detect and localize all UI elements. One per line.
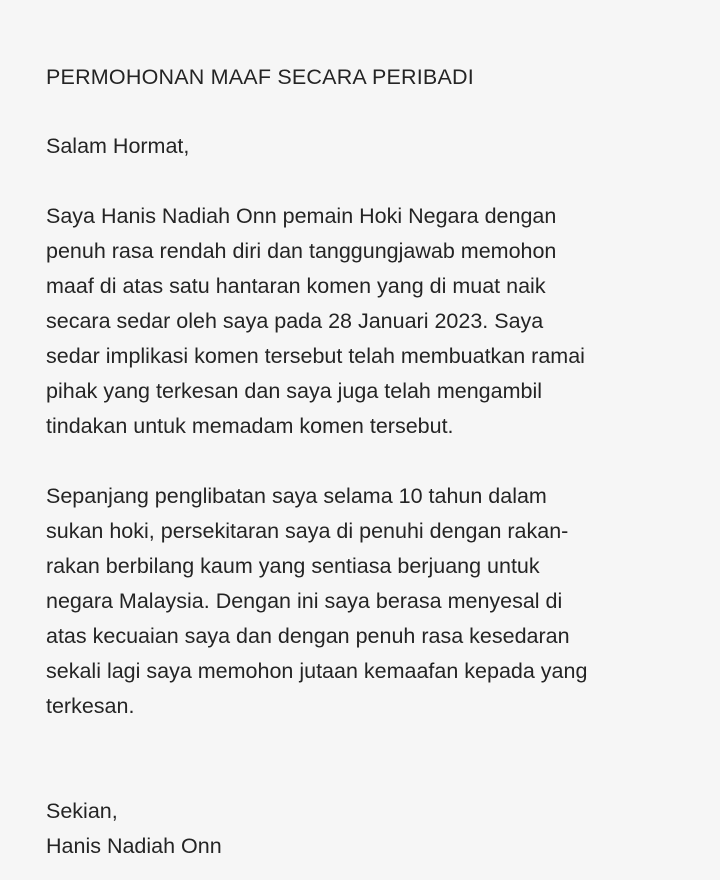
- paragraph-line: sekali lagi saya memohon jutaan kemaafan kepada yang: [46, 659, 588, 683]
- paragraph-line: sukan hoki, persekitaran saya di penuhi dengan rakan-: [46, 519, 569, 543]
- paragraph-line: atas kecuaian saya dan dengan penuh rasa kesedaran: [46, 624, 570, 648]
- paragraph-line: maaf di atas satu hantaran komen yang di muat naik: [46, 274, 546, 298]
- letter-title: PERMOHONAN MAAF SECARA PERIBADI: [46, 65, 474, 89]
- letter-closing: Sekian,: [46, 799, 118, 823]
- paragraph-line: rakan berbilang kaum yang sentiasa berjuang untuk: [46, 554, 540, 578]
- paragraph-line: secara sedar oleh saya pada 28 Januari 2023. Saya: [46, 309, 544, 333]
- letter-greeting: Salam Hormat,: [46, 134, 190, 158]
- paragraph-line: Sepanjang penglibatan saya selama 10 tahun dalam: [46, 484, 547, 508]
- letter-paragraph-2: [46, 479, 680, 724]
- signature-name: Hanis Nadiah Onn: [46, 834, 222, 858]
- paragraph-line: penuh rasa rendah diri dan tanggungjawab memohon: [46, 239, 557, 263]
- paragraph-line: pihak yang terkesan dan saya juga telah mengambil: [46, 379, 543, 403]
- paragraph-line: negara Malaysia. Dengan ini saya berasa menyesal di: [46, 589, 563, 613]
- paragraph-line: sedar implikasi komen tersebut telah membuatkan ramai: [46, 344, 585, 368]
- paragraph-line: Saya Hanis Nadiah Onn pemain Hoki Negara dengan: [46, 204, 557, 228]
- letter-closing-block: [46, 794, 680, 864]
- paragraph-line: tindakan untuk memadam komen tersebut.: [46, 414, 454, 438]
- paragraph-line: terkesan.: [46, 694, 135, 718]
- letter-paragraph-1: [46, 199, 680, 444]
